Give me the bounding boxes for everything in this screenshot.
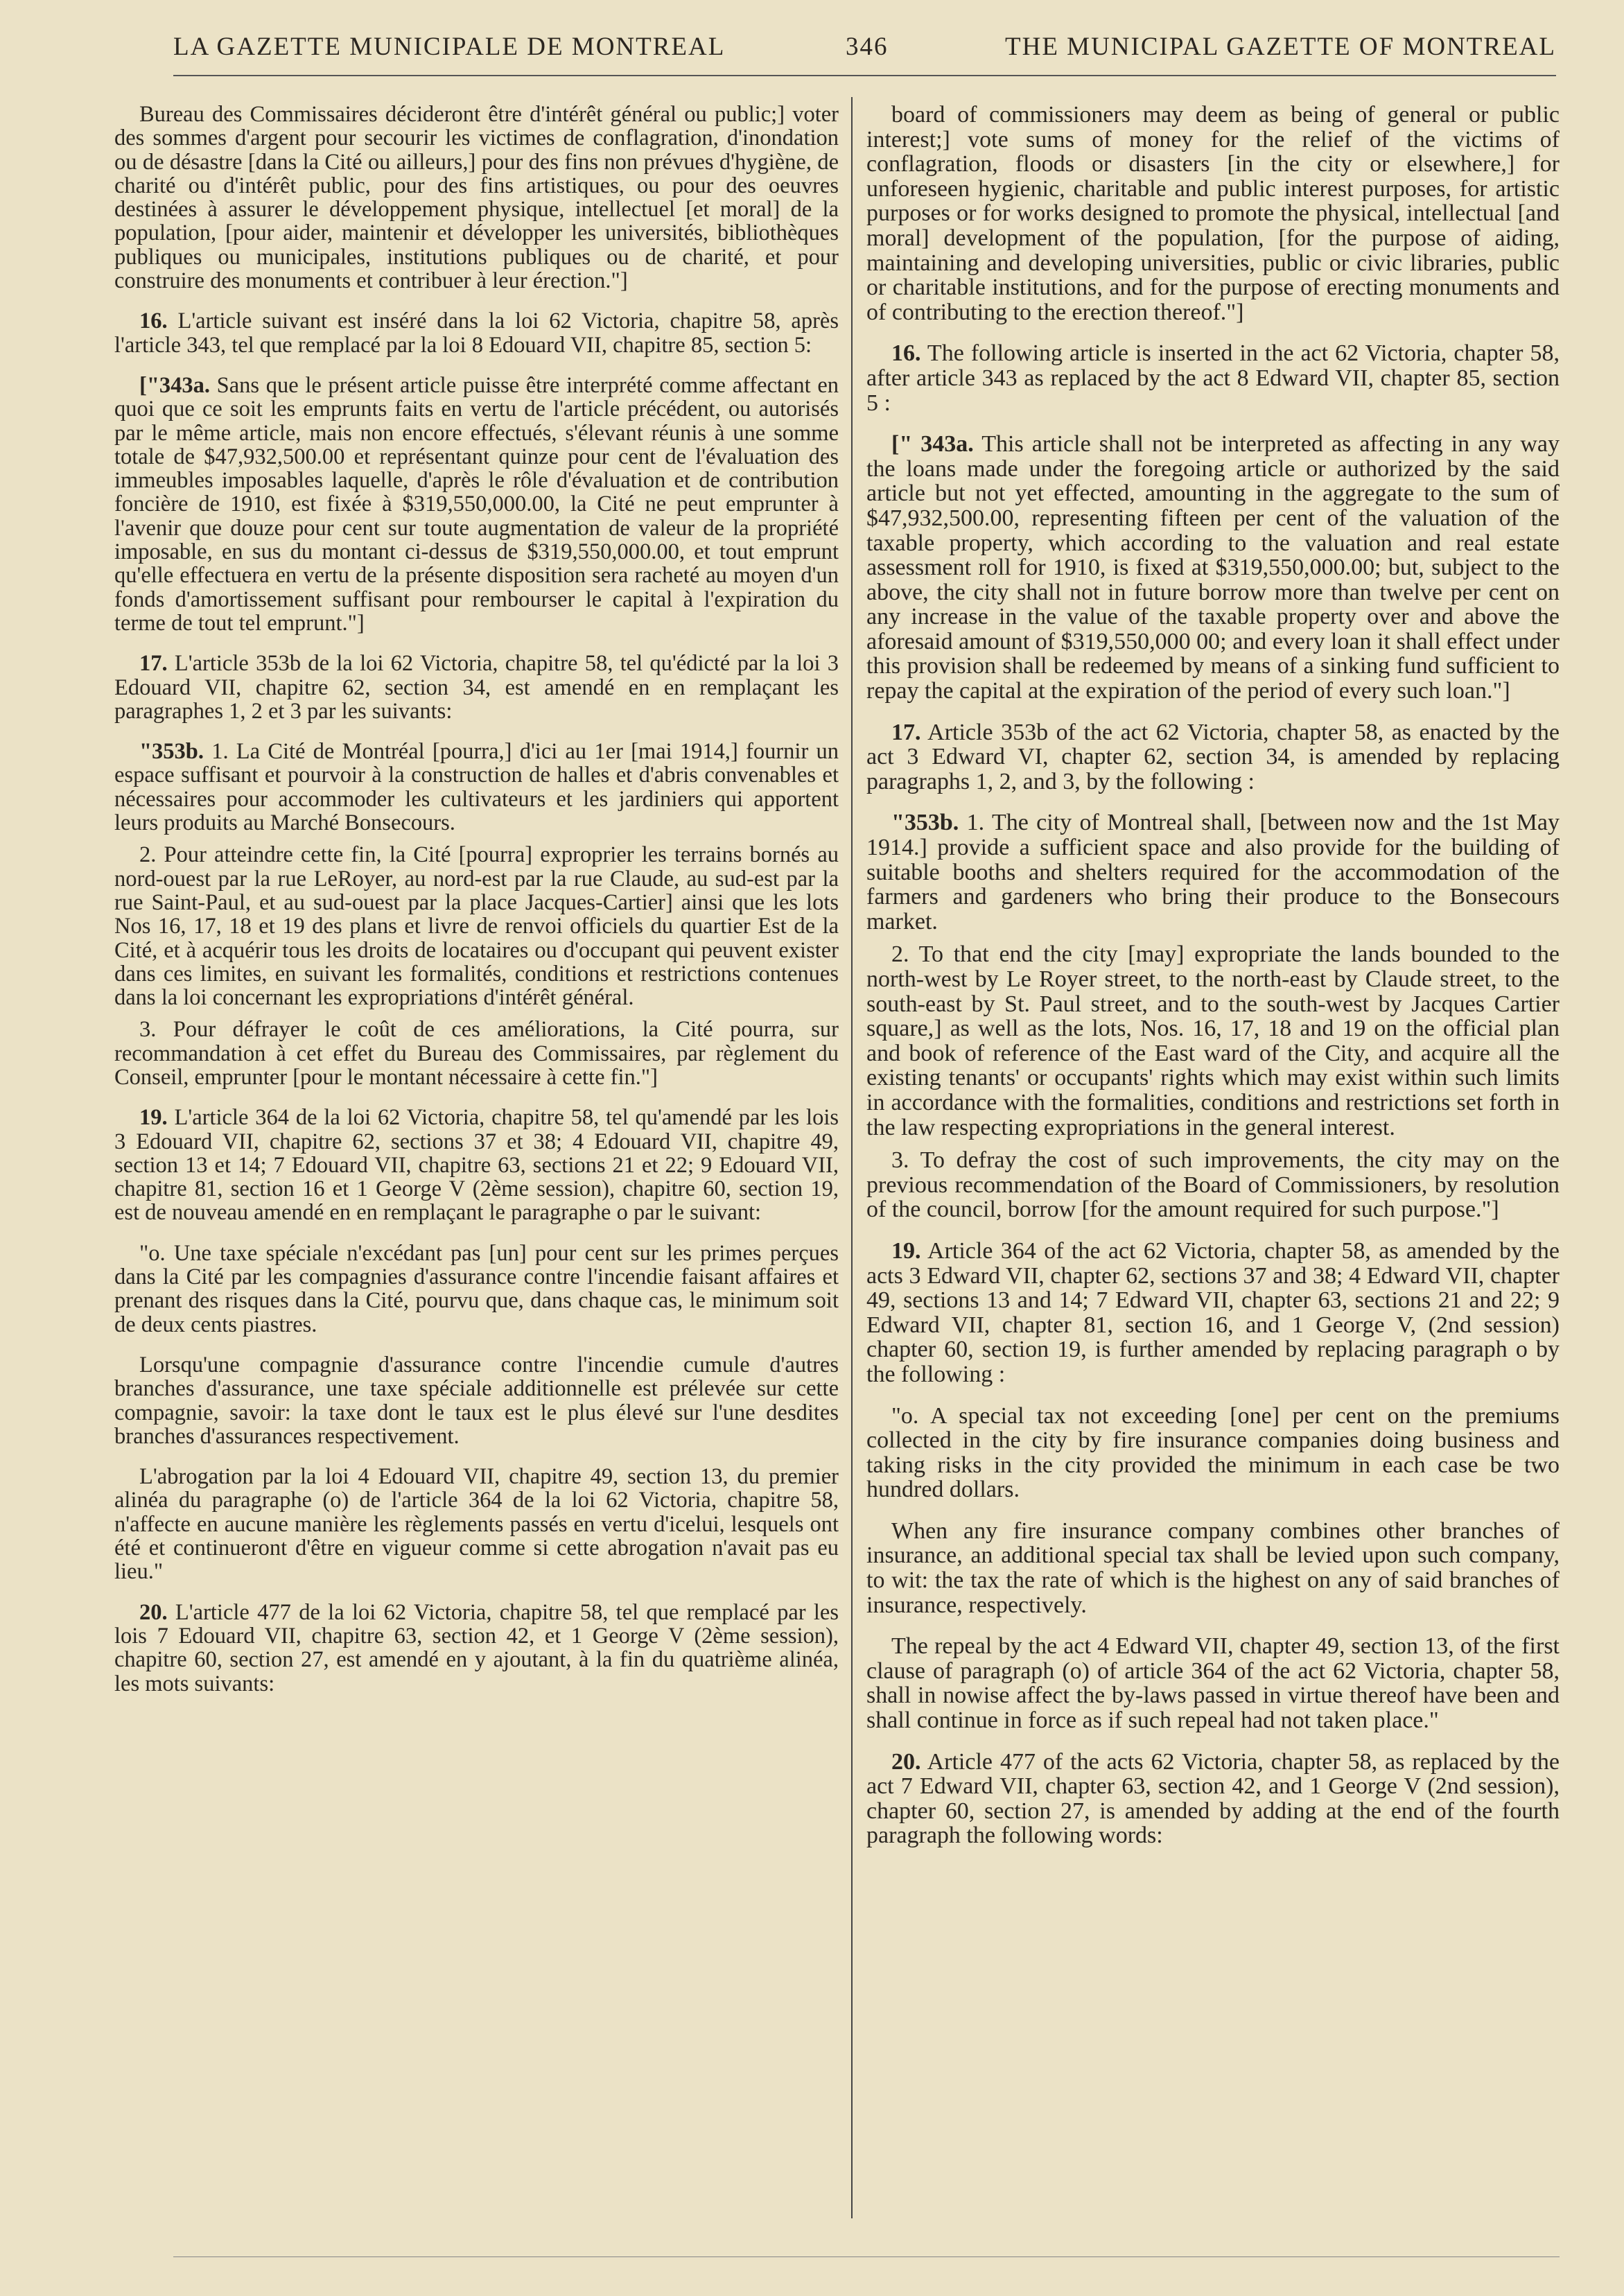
paragraph-text: "o. A special tax not exceeding [one] per cent on the premiums collected in the city by fire insurance companies doing business and taking risks in the city provided the minimum in each case be two hundred dollars.: [866, 1402, 1560, 1503]
paragraph-text: When any fire insurance company combines other branches of insurance, an additional special tax shall be levied upon such company, to wit: the tax the rate of which is the highest on any of said branches of insurance, respectively.: [866, 1517, 1560, 1618]
header-english-title: THE MUNICIPAL GAZETTE OF MONTREAL: [1005, 33, 1556, 61]
section-number: "353b.: [891, 810, 959, 836]
paragraph-text: L'article suivant est inséré dans la loi 62 Victoria, chapitre 58, après l'article 343, tel que remplacé par la loi 8 Edouard VII, chapitre 85, section 5:: [114, 308, 839, 358]
paragraph-text: L'article 353b de la loi 62 Victoria, chapitre 58, tel qu'édicté par la loi 3 Edouard VII, chapitre 62, section 34, est amendé en en remplaçant les paragraphes 1, 2 et 3 par les suivants:: [114, 651, 839, 724]
paragraph-text: board of commissioners may deem as being of general or public interest;] vote sums of money for the relief of the victims of conflagration, floods or disasters [in the city or elsewhere,] for unforeseen hygienic, charitable and public interest purposes, for artistic purposes or for works designed to promote the physical, intellectual [and moral] development of the population, [for the purpose of aiding, maintaining and developing universities, public or civic libraries, public or charitable institutions, and for the purpose of erecting monuments and of contributing to the erection thereof."]: [866, 103, 1560, 325]
paragraph-text: Lorsqu'une compagnie d'assurance contre l'incendie cumule d'autres branches d'assurance, une taxe spéciale additionnelle est prélevée sur cette compagnie, savoir: la taxe dont le taux est le plus élevé sur l'une desdites branches d'assurances respectivement.: [114, 1352, 839, 1449]
paragraph: [114, 374, 839, 635]
french-column: [114, 103, 839, 2217]
paragraph: [866, 1750, 1560, 1848]
paragraph-text: L'abrogation par la loi 4 Edouard VII, chapitre 49, section 13, du premier alinéa du paragraphe (o) de l'article 364 de la loi 62 Victoria, chapitre 58, n'affecte en aucune manière les règlements passés en vertu d'icelui, lesquels ont été et continueront d'être en vigueur comme si cette abrogation n'avait pas eu lieu.": [114, 1464, 839, 1585]
paragraph: [866, 1404, 1560, 1502]
paragraph: [866, 810, 1560, 934]
header-french-title: LA GAZETTE MUNICIPALE DE MONTREAL: [173, 33, 726, 61]
paragraph-text: Article 353b of the act 62 Victoria, chapter 58, as enacted by the act 3 Edward VI, chapter 62, section 34, is amended by replacing paragraphs 1, 2, and 3, by the following :: [866, 719, 1560, 794]
paragraph-text: 1. La Cité de Montréal [pourra,] d'ici au 1er [mai 1914,] fournir un espace suffisant et pourvoir à la construction de halles et d'abris convenables et nécessaires pour accommoder les cultivateurs et les jardiniers qui apportent leurs produits au Marché Bonsecours.: [114, 739, 839, 836]
paragraph-text: The following article is inserted in the act 62 Victoria, chapter 58, after article 343 as replaced by the act 8 Edward VII, chapter 85, section 5 :: [866, 340, 1560, 416]
paragraph: [114, 1465, 839, 1583]
paragraph-text: Bureau des Commissaires décideront être d'intérêt général ou public;] voter des sommes d'argent pour secourir les victimes de conflagration, d'inondation ou de désastre [dans la Cité ou ailleurs,] pour des fins non prévues d'hygiène, de charité ou d'intérêt public, pour des fins artistiques, ou pour des oeuvres destinées à assurer le développement physique, intellectuel [et moral] de la population, [pour aider, maintenir et développer les universités, bibliothèques publiques ou municipales, institutions publiques ou de charité, et pour construire des monuments et contribuer à leur érection."]: [114, 103, 839, 294]
paragraph-text: 2. To that end the city [may] expropriate the lands bounded to the north-west by Le Royer street, to the north-east by Claude street, to the south-east by St. Paul street, and to the south-west by Jacques Cartier square,] as well as the lots, Nos. 16, 17, 18 and 19 on the official plan and book of reference of the East ward of the City, and acquire all the existing tenants' or occupants' rights which may exist within such limits in accordance with the formalities, conditions and restrictions set forth in the law respecting expropriations in the general interest.: [866, 941, 1560, 1140]
paragraph: [114, 1018, 839, 1089]
paragraph: [866, 942, 1560, 1140]
paragraph-text: 1. The city of Montreal shall, [between now and the 1st May 1914.] provide a sufficient space and also provide for the building of suitable booths and shelters required for the accommodation of the farmers and gardeners who bring their produce to the Bonsecours market.: [866, 810, 1560, 934]
paragraph-text: "o. Une taxe spéciale n'excédant pas [un] pour cent sur les primes perçues dans la Cité par les compagnies d'assurance contre l'incendie faisant affaires et prenant des risques dans la Cité, pourvu que, dans chaque cas, le minimum soit de deux cents piastres.: [114, 1240, 839, 1337]
paragraph-text: Article 364 of the act 62 Victoria, chapter 58, as amended by the acts 3 Edward VII, chapter 62, sections 37 and 38; 4 Edward VII, chapter 49, sections 13 and 14; 7 Edward VII, chapter 63, sections 21 and 22; 9 Edward VII, chapter 81, section 16, and 1 George V, (2nd session) chapter 60, section 19, is further amended by replacing paragraph o by the following :: [866, 1237, 1560, 1387]
section-number: 19.: [139, 1105, 168, 1131]
paragraph: [114, 103, 839, 293]
paragraph: [866, 103, 1560, 324]
paragraph: [866, 432, 1560, 704]
paragraph: [866, 1634, 1560, 1732]
paragraph: [114, 309, 839, 357]
paragraph: [114, 1242, 839, 1337]
paragraph: [114, 1106, 839, 1224]
paragraph: [866, 720, 1560, 794]
paragraph-text: 3. To defray the cost of such improvements, the city may on the previous recommendation of the Board of Commissioners, by resolution of the council, borrow [for the amount required for such purpose."]: [866, 1147, 1560, 1223]
section-number: 16.: [139, 308, 168, 334]
paragraph-text: Sans que le présent article puisse être interprété comme affectant en quoi que ce soit les emprunts faits en vertu de l'article précédent, ou autorisés par le même article, mais non encore effectués, s'élevant réunis à une somme totale de $47,932,500.00 et représentant quinze pour cent de l'évaluation des immeubles imposables laquelle, d'après le rôle d'évaluation et de contribution foncière de 1910, est fixée à $319,550,000.00, la Cité ne peut emprunter à l'avenir que douze pour cent sur toute augmentation de valeur de la propriété imposable, en sus du montant ci-dessus de $319,550,000.00, et tout emprunt qu'elle effectuera en vertu de la présente disposition sera racheté au moyen d'un fonds d'amortissement suffisant pour rembourser le capital à l'expiration du terme de tout tel emprunt."]: [114, 372, 839, 636]
section-number: 17.: [139, 651, 168, 677]
section-number: ["343a.: [139, 372, 210, 398]
paragraph-text: Article 477 of the acts 62 Victoria, chapter 58, as replaced by the act 7 Edward VII, chapter 63, section 42, and 1 George V (2nd session), chapter 60, section 27, is amended by adding at the end of the fourth paragraph the following words:: [866, 1748, 1560, 1849]
footer-rule: [173, 2256, 1560, 2257]
header-rule: [173, 75, 1556, 76]
paragraph: [866, 341, 1560, 415]
paragraph: [114, 1353, 839, 1448]
paragraph: [114, 1601, 839, 1696]
paragraph-text: The repeal by the act 4 Edward VII, chapter 49, section 13, of the first clause of paragraph (o) of article 364 of the act 62 Victoria, chapter 58, shall in nowise affect the by-laws passed in virtue thereof have been and shall continue in force as if such repeal had not taken place.": [866, 1633, 1560, 1734]
paragraph: [114, 652, 839, 723]
paragraph-text: This article shall not be interpreted as affecting in any way the loans made under the foregoing article or authorized by the said article but not yet effected, amounting in the aggregate to the sum of $47,932,500.00, representing fifteen per cent of the valuation of the taxable property, which according to the valuation and real estate assessment roll for 1910, is fixed at $319,550,000.00; but, subject to the above, the city shall not in future borrow more than twelve per cent on any increase in the value of the taxable property over and above the aforesaid amount of $319,550,000 00; and every loan it shall effect under this provision shall be redeemed by means of a sinking fund sufficient to repay the capital at the expiration of the period of every such loan."]: [866, 431, 1560, 704]
page-header: [173, 32, 1556, 73]
paragraph: [114, 740, 839, 835]
page-number: 346: [846, 33, 889, 61]
paragraph: [866, 1148, 1560, 1222]
section-number: 19.: [891, 1237, 921, 1264]
section-number: "353b.: [139, 739, 204, 765]
paragraph: [866, 1239, 1560, 1387]
section-number: [" 343a.: [891, 431, 974, 458]
paragraph-text: L'article 364 de la loi 62 Victoria, chapitre 58, tel qu'amendé par les lois 3 Edouard VII, chapitre 62, sections 37 et 38; 4 Edouard VII, chapitre 49, section 13 et 14; 7 Edouard VII, chapitre 63, sections 21 et 22; 9 Edouard VII, chapitre 81, section 16 et 1 George V (2ème session), chapitre 60, section 19, est de nouveau amendé en en remplaçant le paragraphe o par le suivant:: [114, 1105, 839, 1226]
paragraph-text: L'article 477 de la loi 62 Victoria, chapitre 58, tel que remplacé par les lois 7 Edouard VII, chapitre 63, section 42, et 1 George V (2ème session), chapitre 60, section 27, est amendé en y ajoutant, à la fin du quatrième alinéa, les mots suivants:: [114, 1599, 839, 1696]
section-number: 20.: [891, 1748, 921, 1775]
paragraph: [866, 1519, 1560, 1617]
section-number: 16.: [891, 340, 921, 367]
paragraph-text: 3. Pour défrayer le coût de ces améliorations, la Cité pourra, sur recommandation à cet effet du Bureau des Commissaires, par règlement du Conseil, emprunter [pour le montant nécessaire à cette fin."]: [114, 1017, 839, 1090]
paragraph: [114, 843, 839, 1009]
paragraph-text: 2. Pour atteindre cette fin, la Cité [pourra] exproprier les terrains bornés au nord-ouest par la rue LeRoyer, au nord-est par la rue Claude, au sud-est par la rue Saint-Paul, et au sud-ouest par la place Jacques-Cartier] ainsi que les lots Nos 16, 17, 18 et 19 des plans et livre de renvoi officiels du quartier Est de la Cité, et à acquérir tous les droits de locataires ou d'occupant qui peuvent exister dans ces limites, en suivant les formalités, conditions et restrictions contenues dans la loi concernant les expropriations d'intérêt général.: [114, 842, 839, 1011]
english-column: [866, 103, 1560, 2217]
section-number: 20.: [139, 1599, 168, 1625]
section-number: 17.: [891, 719, 921, 745]
column-divider: [851, 97, 853, 2218]
